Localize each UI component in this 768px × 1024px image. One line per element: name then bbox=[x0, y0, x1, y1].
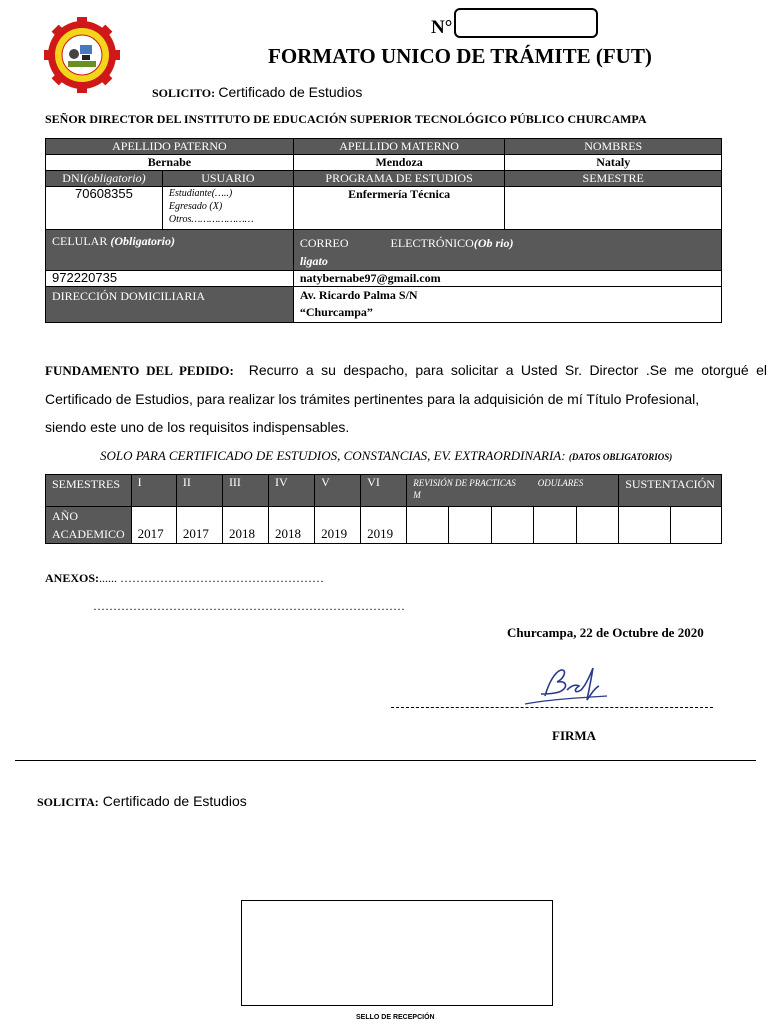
anexos-dots-2: …………………………………………………………………… bbox=[93, 599, 405, 613]
fundamento-line-2: Certificado de Estudios, para realizar los trámites pertinentes para la adquisición de mí Título Profesional, bbox=[45, 391, 700, 407]
correo-label-text: CORREO bbox=[299, 236, 349, 250]
addressee: SEÑOR DIRECTOR DEL INSTITUTO DE EDUCACIÓN SUPERIOR TECNOLÓGICO PÚBLICO CHURCAMPA bbox=[45, 112, 647, 126]
year-cell: 2018 bbox=[222, 507, 268, 544]
apellido-paterno-label: APELLIDO PATERNO bbox=[46, 139, 294, 155]
empty-cell bbox=[577, 507, 619, 544]
empty-cell bbox=[449, 507, 491, 544]
semestre-numeral: V bbox=[315, 475, 361, 507]
semestre-numeral: I bbox=[131, 475, 176, 507]
fundamento-line-1 bbox=[45, 356, 767, 385]
solo-para-text: SOLO PARA CERTIFICADO DE ESTUDIOS, CONSTANCIAS, EV. EXTRAORDINARIA: bbox=[100, 448, 566, 463]
direccion-line-1: Av. Ricardo Palma S/N bbox=[299, 288, 418, 302]
semestre-numeral: VI bbox=[361, 475, 407, 507]
page-title: FORMATO UNICO DE TRÁMITE (FUT) bbox=[268, 44, 652, 68]
usuario-option-estudiante: Estudiante(…..) bbox=[168, 188, 233, 199]
semestre-numeral: II bbox=[176, 475, 222, 507]
revision-text-c: M bbox=[413, 490, 421, 500]
anio-label-2: ACADEMICO bbox=[52, 527, 125, 541]
anio-label-1: AÑO bbox=[52, 509, 78, 523]
correo-value: natybernabe97@gmail.com bbox=[293, 271, 721, 287]
semestre-numeral: III bbox=[222, 475, 268, 507]
direccion-value bbox=[293, 287, 721, 323]
semestres-label: SEMESTRES bbox=[46, 475, 132, 507]
nombres-label: NOMBRES bbox=[505, 139, 722, 155]
nombres-value: Nataly bbox=[505, 155, 722, 171]
numero-field[interactable] bbox=[454, 8, 598, 38]
revision-text-b: ODULARES bbox=[537, 478, 584, 488]
usuario-option-otros: Otros………………… bbox=[168, 214, 254, 225]
correo-label bbox=[293, 230, 721, 271]
empty-cell bbox=[533, 507, 576, 544]
correo-note-b: ligato bbox=[299, 254, 328, 268]
apellido-paterno-value: Bernabe bbox=[46, 155, 294, 171]
fundamento-text-1: Recurro a su despacho, para solicitar a Usted Sr. Director .Se me otorgué el bbox=[248, 362, 767, 378]
institution-logo bbox=[44, 17, 120, 93]
signature-line bbox=[391, 707, 713, 708]
year-cell: 2017 bbox=[131, 507, 176, 544]
revision-text-a: REVISIÓN DE PRACTICAS bbox=[413, 478, 516, 488]
year-cell: 2019 bbox=[361, 507, 407, 544]
direccion-label: DIRECCIÓN DOMICILIARIA bbox=[46, 287, 294, 323]
electronico-label-text: ELECTRÓNICO bbox=[390, 236, 474, 250]
semestre-value bbox=[505, 187, 722, 230]
sustentacion-label: SUSTENTACIÓN bbox=[619, 475, 722, 507]
sello-box bbox=[241, 900, 553, 1006]
numero-label: N° bbox=[431, 17, 453, 38]
solicito-value: Certificado de Estudios bbox=[218, 84, 363, 100]
empty-cell bbox=[671, 507, 722, 544]
year-cell: 2019 bbox=[315, 507, 361, 544]
dni-label bbox=[46, 171, 163, 187]
solicito-line bbox=[152, 84, 362, 101]
programa-label: PROGRAMA DE ESTUDIOS bbox=[293, 171, 505, 187]
empty-cell bbox=[407, 507, 449, 544]
celular-value: 972220735 bbox=[46, 271, 294, 287]
fundamento-line-3: siendo este uno de los requisitos indispensables. bbox=[45, 419, 350, 435]
fundamento-paragraph bbox=[45, 356, 767, 441]
year-cell: 2018 bbox=[269, 507, 315, 544]
revision-practicas-label bbox=[407, 475, 619, 507]
anexos-label: ANEXOS: bbox=[45, 571, 100, 585]
tear-solicita-line bbox=[37, 793, 247, 811]
fundamento-label: FUNDAMENTO DEL PEDIDO: bbox=[45, 363, 234, 378]
empty-cell bbox=[491, 507, 533, 544]
usuario-label: USUARIO bbox=[162, 171, 293, 187]
direccion-line-2: “Churcampa” bbox=[299, 305, 373, 319]
apellido-materno-value: Mendoza bbox=[293, 155, 505, 171]
sello-label: SELLO DE RECEPCIÓN bbox=[356, 1014, 435, 1021]
semestres-table bbox=[45, 474, 722, 544]
tear-solicita-value: Certificado de Estudios bbox=[102, 793, 247, 809]
semestre-numeral: IV bbox=[269, 475, 315, 507]
anexos-line bbox=[45, 571, 324, 586]
anexos-dots-1: ...... …………………………………………… bbox=[99, 571, 325, 585]
tear-line bbox=[15, 760, 756, 761]
apellido-materno-label: APELLIDO MATERNO bbox=[293, 139, 505, 155]
empty-cell bbox=[619, 507, 671, 544]
anio-academico-label bbox=[46, 507, 132, 544]
dni-value: 70608355 bbox=[46, 187, 163, 230]
usuario-option-egresado: Egresado (X) bbox=[168, 201, 223, 212]
solicito-label: SOLICITO: bbox=[152, 86, 216, 100]
personal-data-table bbox=[45, 138, 722, 323]
programa-value: Enfermería Técnica bbox=[293, 187, 505, 230]
dni-label-text: DNI bbox=[62, 171, 84, 185]
semestre-label: SEMESTRE bbox=[505, 171, 722, 187]
dni-note: (obligatorio) bbox=[83, 171, 146, 185]
tear-solicita-label: SOLICITA: bbox=[37, 795, 99, 809]
place-date: Churcampa, 22 de Octubre de 2020 bbox=[507, 625, 704, 640]
year-cell: 2017 bbox=[176, 507, 222, 544]
solo-para-note: (DATOS OBLIGATORIOS) bbox=[568, 452, 673, 462]
usuario-options bbox=[162, 187, 293, 230]
celular-label bbox=[46, 230, 294, 271]
correo-note-a: (Ob rio) bbox=[473, 236, 514, 250]
firma-label: FIRMA bbox=[552, 728, 597, 743]
solo-para-line bbox=[100, 448, 672, 464]
celular-label-text: CELULAR bbox=[52, 234, 108, 248]
celular-note: (Obligatorio) bbox=[110, 234, 176, 248]
signature-image bbox=[515, 660, 625, 710]
